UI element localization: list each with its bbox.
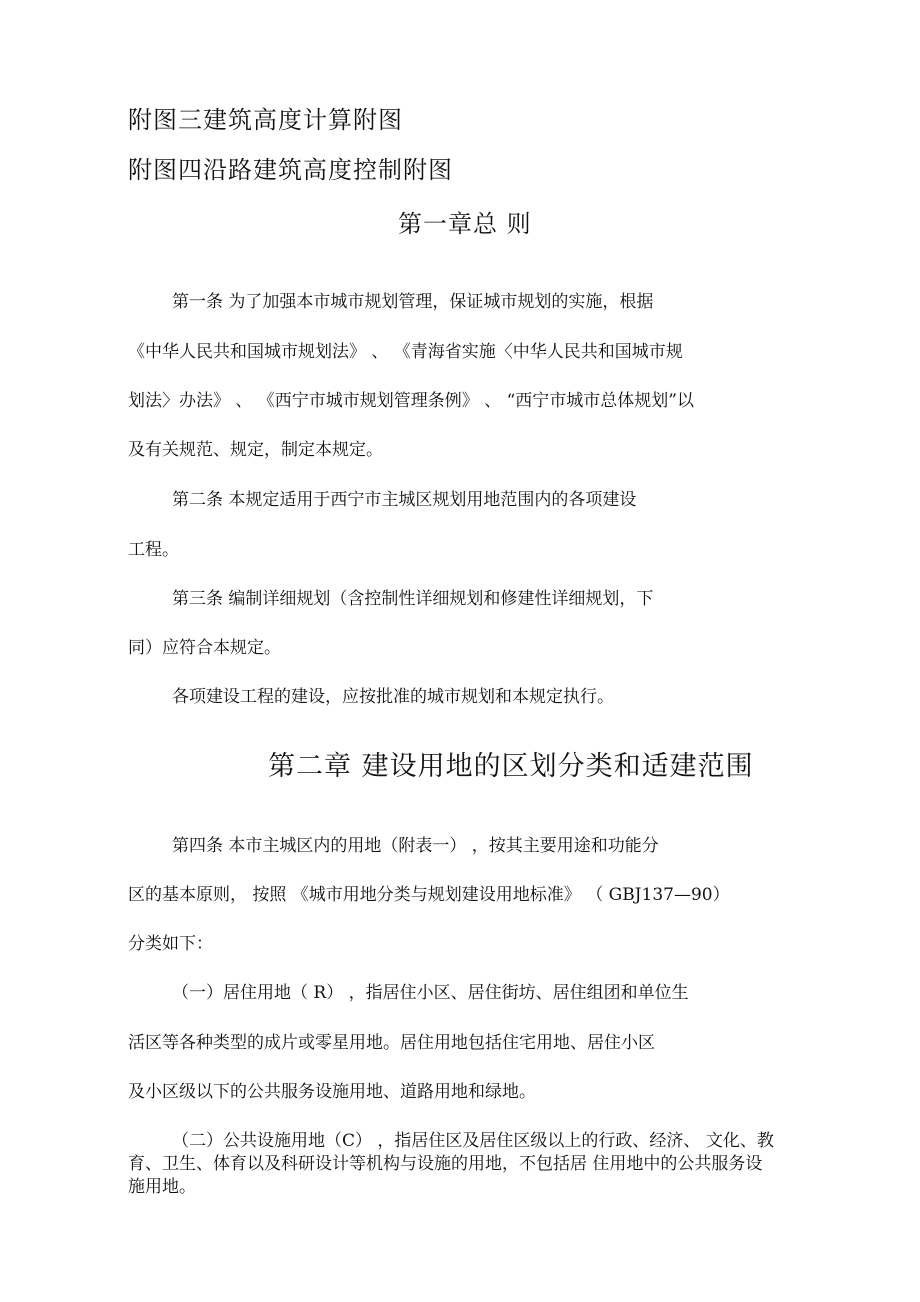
item2-line3: 施用地。 — [128, 1177, 196, 1197]
item2-line1: （二）公共设施用地（C） ，指居住区及居住区级以上的行政、经济、 文化、教 — [172, 1131, 774, 1151]
article1-line1: 第一条 为了加强本市城市规划管理，保证城市规划的实施，根据 — [172, 292, 654, 312]
appendix-fig3-heading: 附图三建筑高度计算附图 — [128, 106, 403, 134]
article3-line1: 第三条 编制详细规划（含控制性详细规划和修建性详细规划，下 — [172, 589, 654, 609]
article4-line1: 第四条 本市主城区内的用地（附表一） ，按其主要用途和功能分 — [172, 836, 659, 856]
item1-line2: 活区等各种类型的成片或零星用地。居住用地包括住宅用地、居住小区 — [128, 1033, 655, 1053]
article1-line3: 划法〉办法》 、 《西宁市城市规划管理条例》 、 “西宁市城市总体规划”以 — [128, 391, 694, 411]
article4-line2: 区的基本原则， 按照 《城市用地分类与规划建设用地标准》 （ GBJ137—90） — [128, 885, 730, 905]
article2-line1: 第二条 本规定适用于西宁市主城区规划用地范围内的各项建设 — [172, 490, 637, 510]
article4-line3: 分类如下： — [128, 934, 213, 954]
chapter1-title: 第一章总 则 — [398, 210, 532, 238]
chapter1-closing-paragraph: 各项建设工程的建设，应按批准的城市规划和本规定执行。 — [172, 687, 614, 707]
item1-line3: 及小区级以下的公共服务设施用地、道路用地和绿地。 — [128, 1082, 536, 1102]
article3-line2: 同）应符合本规定。 — [128, 638, 281, 658]
chapter2-title: 第二章 建设用地的区划分类和适建范围 — [268, 751, 754, 782]
article1-line2: 《中华人民共和国城市规划法》 、 《青海省实施〈中华人民共和国城市规 — [128, 342, 683, 362]
item1-line1: （一）居住用地（ R） ，指居住小区、居住街坊、居住组团和单位生 — [172, 983, 689, 1003]
article1-line4: 及有关规范、规定，制定本规定。 — [128, 440, 383, 460]
article2-line2: 工程。 — [128, 540, 179, 560]
item2-line2: 育、卫生、体育以及科研设计等机构与设施的用地，不包括居 住用地中的公共服务设 — [128, 1154, 763, 1174]
appendix-fig4-heading: 附图四沿路建筑高度控制附图 — [128, 156, 453, 184]
